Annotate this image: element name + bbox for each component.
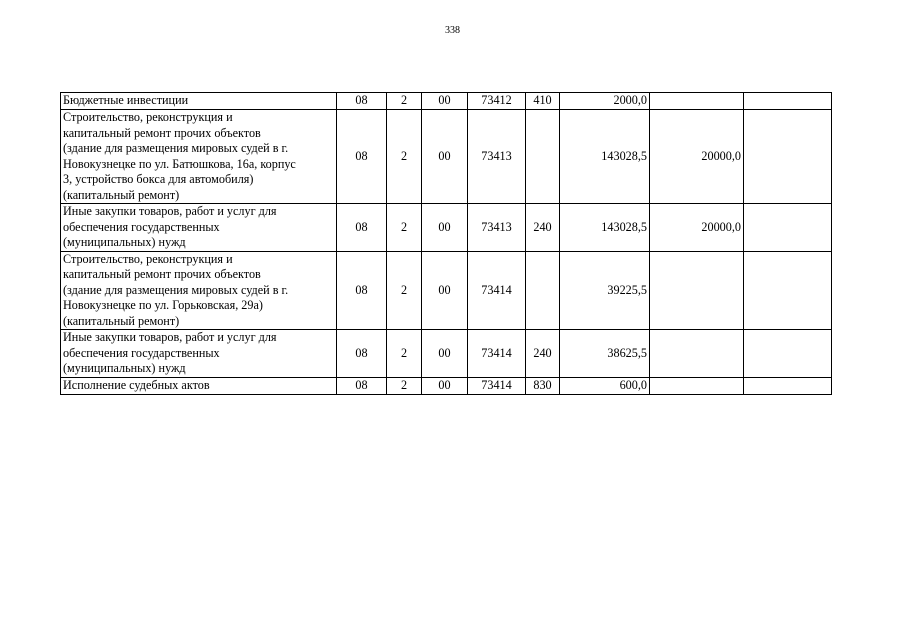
row-description: Строительство, реконструкция и капитальный ремонт прочих объектов (здание для размещения мировых судей в г. Новокузнецке по ул. Батюшкова, 16а, корпус 3, устройство бокса для автомобиля) (капитальный ремонт) (61, 110, 337, 204)
row-amount-2: 20000,0 (650, 204, 744, 252)
table-row (61, 377, 832, 394)
row-program: 00 (422, 93, 468, 110)
row-description: Исполнение судебных актов (61, 377, 337, 394)
table-row (61, 251, 832, 330)
row-program: 00 (422, 377, 468, 394)
row-amount: 143028,5 (560, 110, 650, 204)
row-code: 73414 (468, 251, 526, 330)
row-amount-2 (650, 251, 744, 330)
row-code: 73412 (468, 93, 526, 110)
row-program: 00 (422, 110, 468, 204)
row-program: 00 (422, 330, 468, 378)
row-amount-3 (744, 204, 832, 252)
row-subsection: 2 (387, 204, 422, 252)
row-subsection: 2 (387, 251, 422, 330)
row-amount-2 (650, 330, 744, 378)
row-code: 73413 (468, 110, 526, 204)
row-section: 08 (337, 251, 387, 330)
row-subsection: 2 (387, 377, 422, 394)
row-amount-3 (744, 110, 832, 204)
page-number: 338 (445, 25, 460, 36)
row-section: 08 (337, 377, 387, 394)
row-amount: 2000,0 (560, 93, 650, 110)
row-amount: 39225,5 (560, 251, 650, 330)
row-amount-2 (650, 93, 744, 110)
row-subsection: 2 (387, 93, 422, 110)
row-amount-3 (744, 93, 832, 110)
row-description: Иные закупки товаров, работ и услуг для обеспечения государственных (муниципальных) нужд (61, 330, 337, 378)
row-program: 00 (422, 251, 468, 330)
row-code: 73414 (468, 330, 526, 378)
row-description: Иные закупки товаров, работ и услуг для обеспечения государственных (муниципальных) нужд (61, 204, 337, 252)
row-amount: 600,0 (560, 377, 650, 394)
row-expense-type (526, 110, 560, 204)
row-code: 73413 (468, 204, 526, 252)
row-expense-type: 830 (526, 377, 560, 394)
row-description: Бюджетные инвестиции (61, 93, 337, 110)
row-expense-type: 410 (526, 93, 560, 110)
row-section: 08 (337, 204, 387, 252)
row-description: Строительство, реконструкция и капитальный ремонт прочих объектов (здание для размещения мировых судей в г. Новокузнецке по ул. Горьковская, 29а) (капитальный ремонт) (61, 251, 337, 330)
row-code: 73414 (468, 377, 526, 394)
row-expense-type: 240 (526, 330, 560, 378)
row-amount: 143028,5 (560, 204, 650, 252)
row-amount-2 (650, 377, 744, 394)
row-amount-3 (744, 251, 832, 330)
row-amount-2: 20000,0 (650, 110, 744, 204)
table-row (61, 330, 832, 378)
row-amount: 38625,5 (560, 330, 650, 378)
table-row (61, 110, 832, 204)
row-section: 08 (337, 330, 387, 378)
row-section: 08 (337, 110, 387, 204)
row-amount-3 (744, 330, 832, 378)
row-subsection: 2 (387, 110, 422, 204)
table-row (61, 204, 832, 252)
row-expense-type (526, 251, 560, 330)
row-program: 00 (422, 204, 468, 252)
budget-table (60, 92, 832, 395)
row-section: 08 (337, 93, 387, 110)
row-subsection: 2 (387, 330, 422, 378)
row-amount-3 (744, 377, 832, 394)
row-expense-type: 240 (526, 204, 560, 252)
table-row (61, 93, 832, 110)
